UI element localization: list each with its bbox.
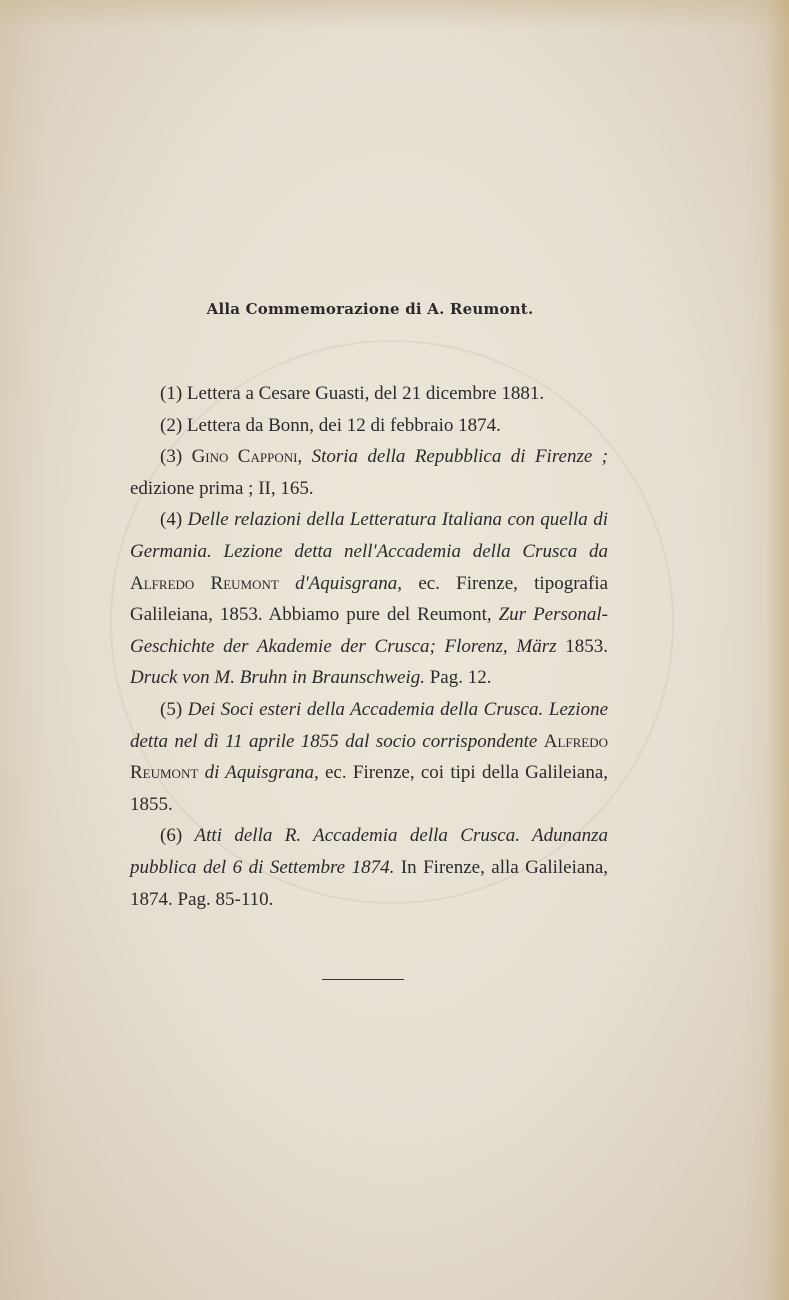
note-number: (5) bbox=[160, 698, 183, 720]
note-5 bbox=[130, 694, 608, 820]
note-place: d'Aquisgrana, bbox=[295, 572, 403, 594]
note-title: Atti della R. Accademia della Crusca. Adunanza pubblica del 6 di Settembre 1874. bbox=[130, 825, 608, 878]
note-text: ec. Firenze, coi tipi della Galileiana, 1855. bbox=[130, 762, 609, 815]
note-title: Dei Soci esteri della Accademia della Crusca. Lezione detta nel dì 11 aprile 1855 dal socio corrispondente bbox=[130, 698, 609, 752]
note-author: Alfredo Reumont bbox=[130, 730, 608, 784]
closing-rule bbox=[322, 979, 404, 980]
page-heading: Alla Commemorazione di A. Reumont. bbox=[206, 300, 534, 318]
paper-top-edge bbox=[0, 0, 789, 30]
paper-right-edge bbox=[767, 0, 789, 1300]
note-text: ec. Firenze, tipografia Galileiana, 1853. Abbiamo pure del Reumont, bbox=[130, 572, 609, 626]
note-number: (2) bbox=[160, 414, 183, 436]
note-author: Gino Capponi, bbox=[191, 446, 303, 468]
note-year: 1853. bbox=[565, 635, 608, 657]
note-2 bbox=[130, 410, 608, 442]
note-title: Storia della Repubblica di Firenze ; bbox=[311, 446, 609, 468]
note-page: Pag. 12. bbox=[429, 667, 492, 689]
note-title: Delle relazioni della Letteratura Italiana con quella di Germania. Lezione detta nell'Accademia della Crusca da bbox=[130, 509, 608, 562]
note-4 bbox=[130, 504, 608, 694]
note-text: In Firenze, alla Galileiana, 1874. Pag. 85-110. bbox=[130, 856, 609, 910]
note-number: (3) bbox=[160, 446, 183, 468]
note-text: Lettera da Bonn, dei 12 di febbraio 1874. bbox=[186, 414, 501, 436]
note-printer: Druck von M. Bruhn in Braunschweig. bbox=[130, 667, 425, 689]
note-number: (4) bbox=[160, 509, 183, 531]
note-1 bbox=[130, 378, 608, 410]
note-place: di Aquisgrana, bbox=[204, 762, 319, 784]
note-text: Lettera a Cesare Guasti, del 21 dicembre 1881. bbox=[186, 383, 545, 404]
note-number: (6) bbox=[160, 825, 183, 847]
note-author: Alfredo Reumont bbox=[130, 572, 279, 594]
note-3 bbox=[130, 441, 608, 504]
footnotes-block bbox=[130, 378, 608, 915]
note-6 bbox=[130, 820, 608, 915]
note-title-2: Zur Personal-Geschichte der Akademie der Crusca; Florenz, März bbox=[130, 604, 608, 657]
note-number: (1) bbox=[160, 383, 183, 404]
note-text: edizione prima ; II, 165. bbox=[130, 477, 314, 499]
